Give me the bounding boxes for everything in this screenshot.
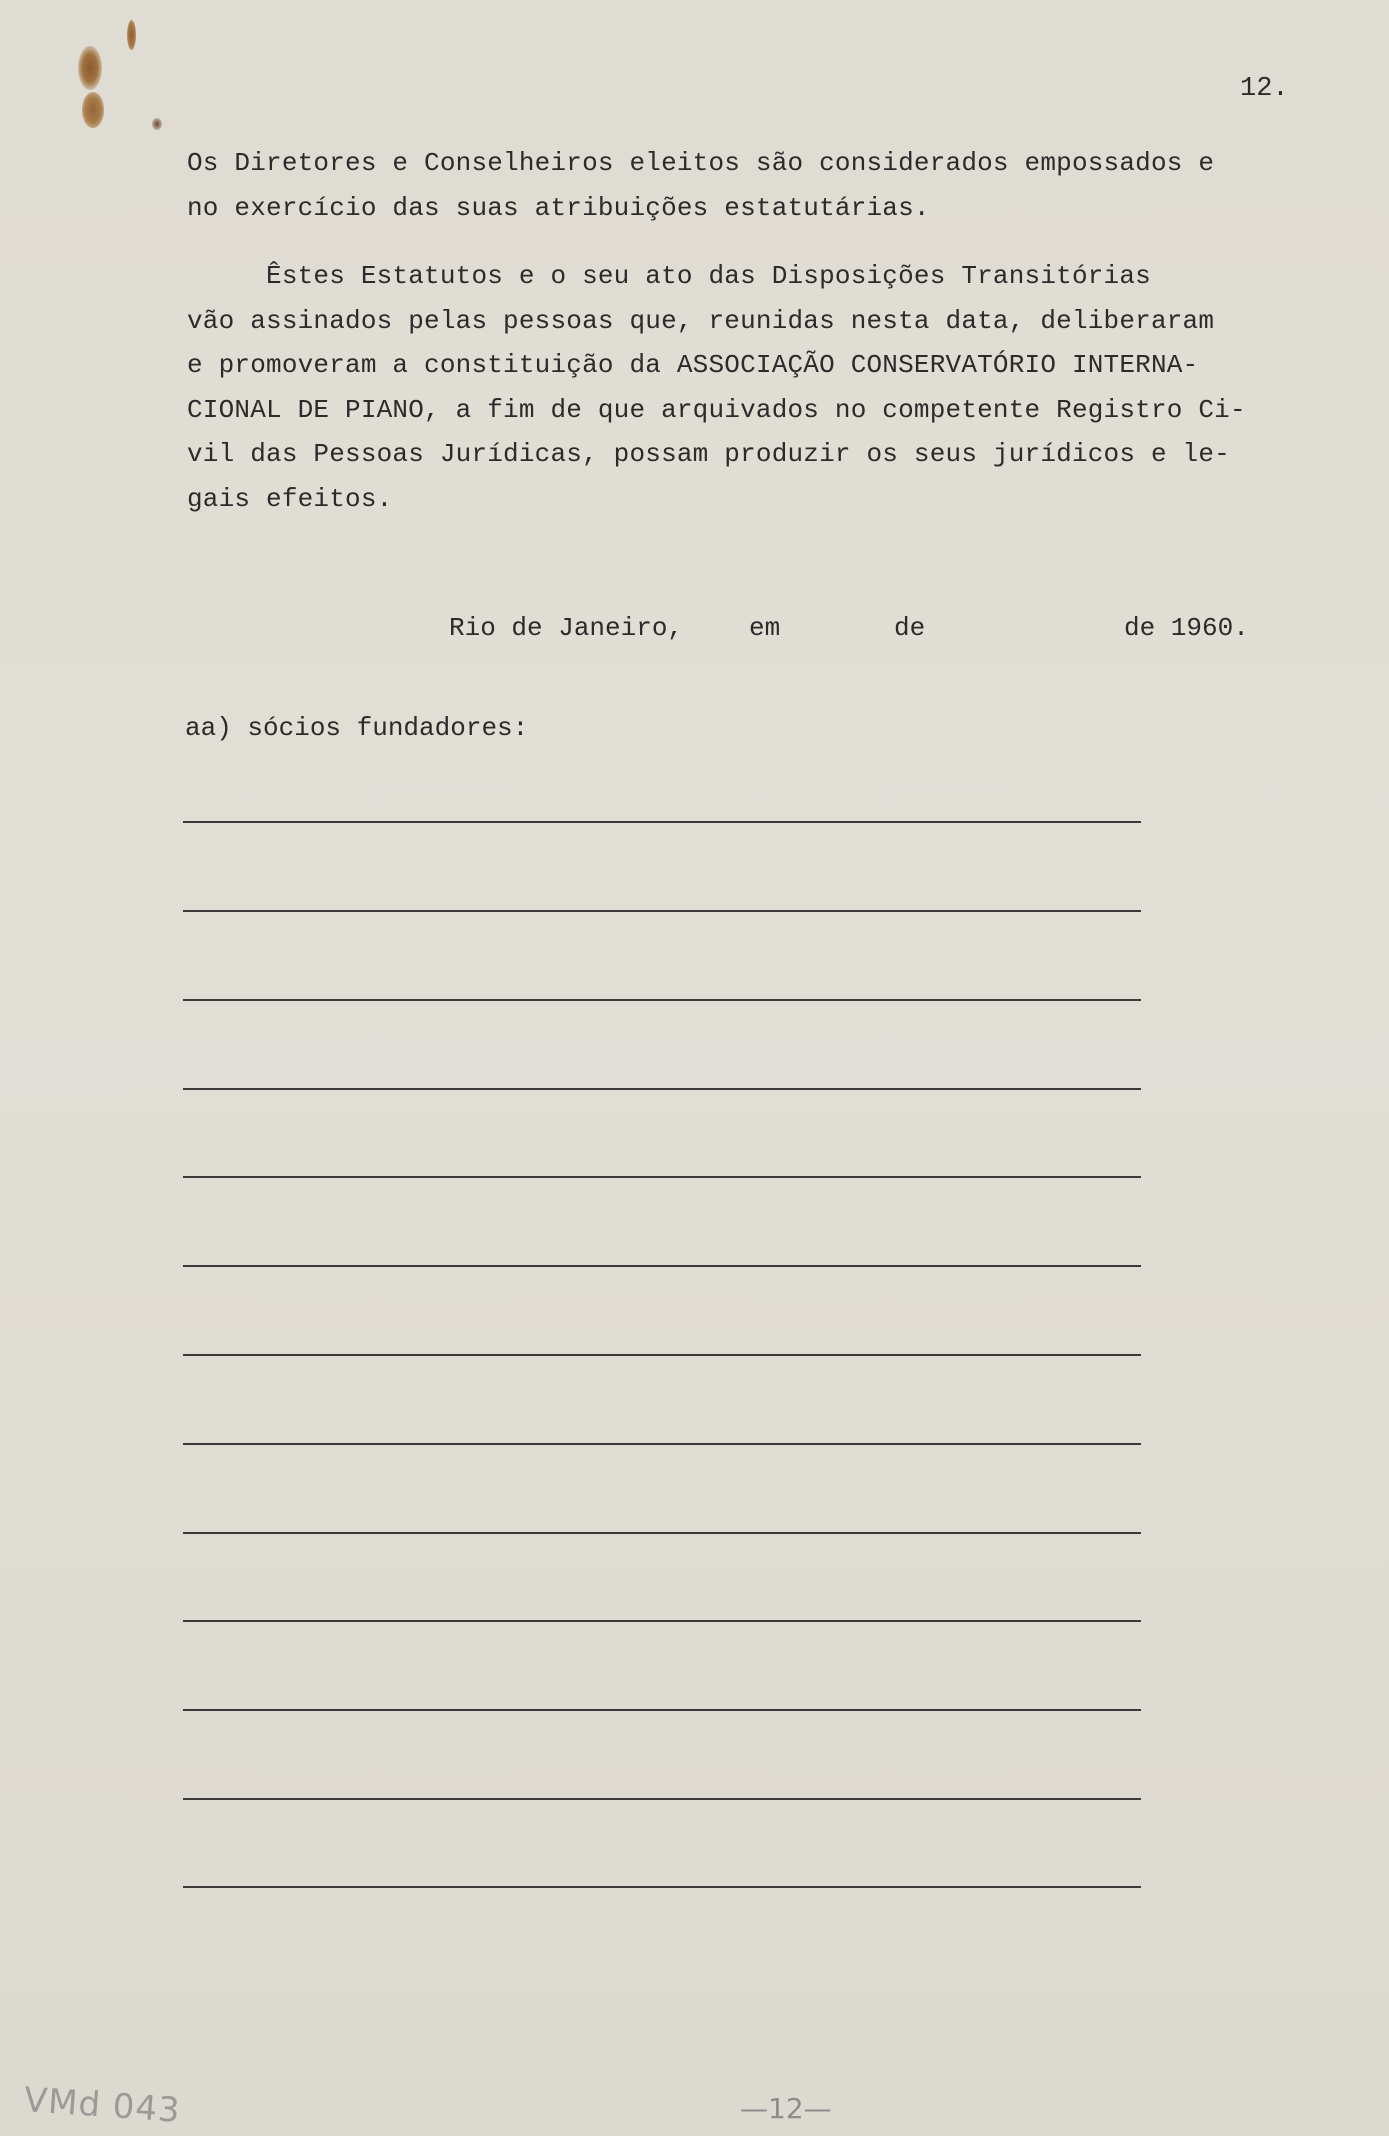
signature-line <box>183 1443 1141 1445</box>
signature-line <box>183 999 1141 1001</box>
rust-stain-large <box>78 46 102 90</box>
date-place: Rio de Janeiro, <box>449 613 684 643</box>
date-em: em <box>749 613 781 643</box>
handwritten-archive-code: VMd 043 <box>22 2080 182 2131</box>
paragraph-line: vil das Pessoas Jurídicas, possam produzir os seus jurídicos e le- <box>187 439 1230 469</box>
signature-line <box>183 1088 1141 1090</box>
paragraph-line: Os Diretores e Conselheiros eleitos são considerados empossados e <box>187 148 1215 178</box>
signature-line <box>183 821 1141 823</box>
signature-lines <box>183 0 1141 2136</box>
paragraph-line: no exercício das suas atribuições estatutárias. <box>187 192 930 223</box>
signature-line <box>183 910 1141 912</box>
paragraph-line: gais efeitos. <box>187 483 393 514</box>
paragraph-line: e promoveram a constituição da ASSOCIAÇÃO CONSERVATÓRIO INTERNA- <box>187 350 1199 380</box>
founders-label: aa) sócios fundadores: <box>185 713 529 743</box>
handwritten-page-number: —12— <box>740 2092 832 2125</box>
signature-line <box>183 1620 1141 1622</box>
signature-line <box>183 1709 1141 1711</box>
signature-line <box>183 1532 1141 1534</box>
page-number: 12. <box>1240 74 1289 104</box>
rust-stain-lower <box>82 92 104 128</box>
signature-line <box>183 1354 1141 1356</box>
rust-stain-dot <box>152 118 162 130</box>
signature-line <box>183 1886 1141 1888</box>
date-de-year: de 1960. <box>1124 613 1249 643</box>
rust-stain-small <box>127 20 136 50</box>
signature-line <box>183 1265 1141 1267</box>
date-de-month: de <box>894 613 926 643</box>
paragraph-line: CIONAL DE PIANO, a fim de que arquivados no competente Registro Ci- <box>187 394 1246 425</box>
paragraph-line: vão assinados pelas pessoas que, reunidas nesta data, deliberaram <box>187 305 1215 336</box>
paragraph-line: Êstes Estatutos e o seu ato das Disposições Transitórias <box>187 261 1151 291</box>
signature-line <box>183 1798 1141 1800</box>
signature-line <box>183 1176 1141 1178</box>
